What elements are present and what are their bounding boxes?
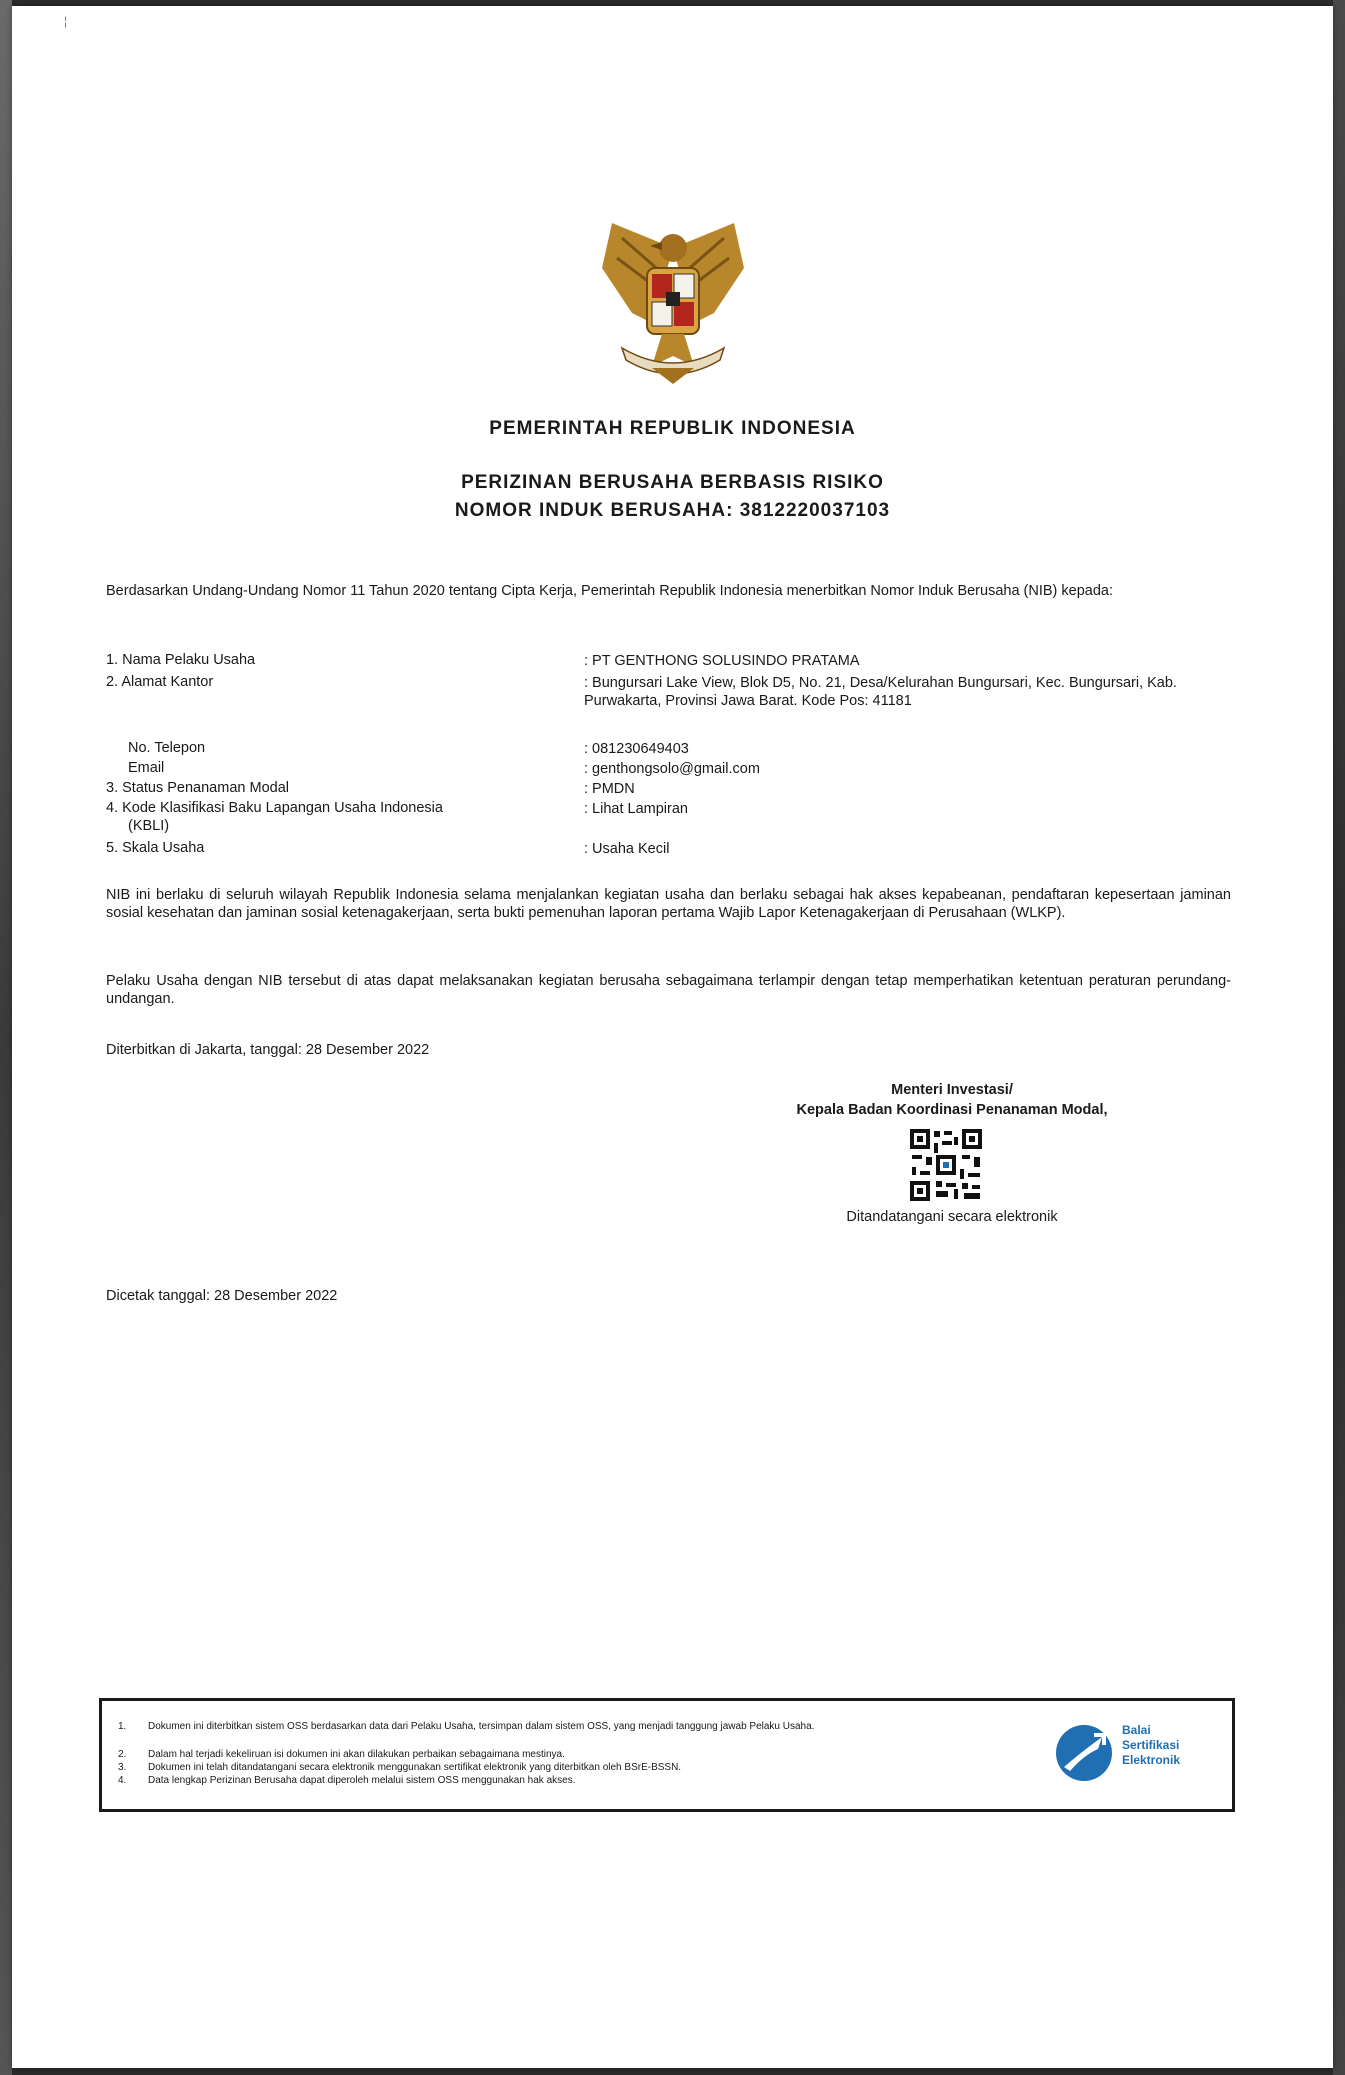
field-value-investment-status: : PMDN: [584, 781, 635, 797]
footer-note: Data lengkap Perizinan Berusaha dapat diperoleh melalui sistem OSS menggunakan hak akses.: [148, 1775, 576, 1786]
signatory-position: Kepala Badan Koordinasi Penanaman Modal,: [796, 1102, 1108, 1118]
bsre-text-line3: Elektronik: [1122, 1753, 1181, 1767]
document-page: [12, 6, 1333, 2068]
intro-paragraph: Berdasarkan Undang-Undang Nomor 11 Tahun 2020 tentang Cipta Kerja, Pemerintah Republik Indonesia menerbitkan Nomor Induk Berusaha (NIB) kepada:: [106, 583, 1114, 599]
document-title: PERIZINAN BERUSAHA BERBASIS RISIKO: [461, 472, 884, 493]
bsre-logo-icon: [1054, 1723, 1114, 1783]
field-value-email: : genthongsolo@gmail.com: [584, 761, 760, 777]
nib-number: NOMOR INDUK BERUSAHA: 3812220037103: [454, 500, 891, 521]
field-value-office-address: : Bungursari Lake View, Blok D5, No. 21, Desa/Kelurahan Bungursari, Kec. Bungursari, Kab. Purwakarta, Provinsi Jawa Barat. Kode Pos: 41181: [584, 675, 1177, 709]
footer-note-number: 1.: [118, 1721, 127, 1732]
footer-note: Dalam hal terjadi kekeliruan isi dokumen ini akan dilakukan perbaikan sebagaimana mestinya.: [148, 1749, 565, 1760]
garuda-pancasila-emblem: [592, 218, 754, 386]
field-label-email: Email: [128, 760, 165, 776]
field-label-investment-status: 3. Status Penanaman Modal: [106, 780, 289, 796]
field-label-kbli: 4. Kode Klasifikasi Baku Lapangan Usaha Indonesia: [106, 800, 443, 816]
qr-code-icon: [908, 1127, 984, 1203]
bsre-text-line1: Balai: [1122, 1723, 1151, 1737]
footer-note-number: 4.: [118, 1775, 127, 1786]
field-value-business-name: : PT GENTHONG SOLUSINDO PRATAMA: [584, 653, 860, 669]
field-label-business-scale: 5. Skala Usaha: [106, 840, 205, 856]
background-left-edge: [0, 0, 12, 2075]
issued-date: Diterbitkan di Jakarta, tanggal: 28 Desember 2022: [106, 1042, 430, 1058]
footer-note: Dokumen ini diterbitkan sistem OSS berdasarkan data dari Pelaku Usaha, tersimpan dalam sistem OSS, yang menjadi tanggung jawab Pelaku Usaha.: [148, 1721, 815, 1732]
field-value-phone: : 081230649403: [584, 741, 689, 757]
footer-note-number: 3.: [118, 1762, 127, 1773]
footer-notes-box: [99, 1698, 1235, 1812]
field-label-business-name: 1. Nama Pelaku Usaha: [106, 652, 256, 668]
field-label-office-address: 2. Alamat Kantor: [106, 674, 214, 690]
validity-paragraph: NIB ini berlaku di seluruh wilayah Republik Indonesia selama menjalankan kegiatan usaha dan berlaku sebagai hak akses kepabeanan, pendaftaran kepesertaan jaminan sosial kesehatan dan jaminan sosial ketenagakerjaan, serta bukti pemenuhan laporan pertama Wajib Lapor Ketenagakerjaan di Perusahaan (WLKP).: [106, 887, 1231, 921]
government-title: PEMERINTAH REPUBLIK INDONESIA: [489, 418, 856, 439]
field-label-phone: No. Telepon: [128, 740, 206, 756]
obligation-paragraph: Pelaku Usaha dengan NIB tersebut di atas dapat melaksanakan kegiatan berusaha sebagaimana terlampir dengan tetap memperhatikan ketentuan peraturan perundang-undangan.: [106, 973, 1231, 1007]
printed-date: Dicetak tanggal: 28 Desember 2022: [106, 1288, 338, 1304]
footer-note-number: 2.: [118, 1749, 127, 1760]
bsre-text-line2: Sertifikasi: [1122, 1738, 1180, 1752]
footer-note: Dokumen ini telah ditandatangani secara elektronik menggunakan sertifikat elektronik yang diterbitkan oleh BSrE-BSSN.: [148, 1762, 682, 1773]
field-value-business-scale: : Usaha Kecil: [584, 841, 670, 857]
field-label-kbli-abbr: (KBLI): [128, 818, 170, 834]
field-value-kbli: : Lihat Lampiran: [584, 801, 688, 817]
scan-mark: ¦: [64, 14, 68, 28]
electronic-signature-note: Ditandatangani secara elektronik: [846, 1209, 1058, 1225]
background-right-edge: [1333, 0, 1345, 2075]
signatory-title: Menteri Investasi/: [891, 1082, 1013, 1098]
